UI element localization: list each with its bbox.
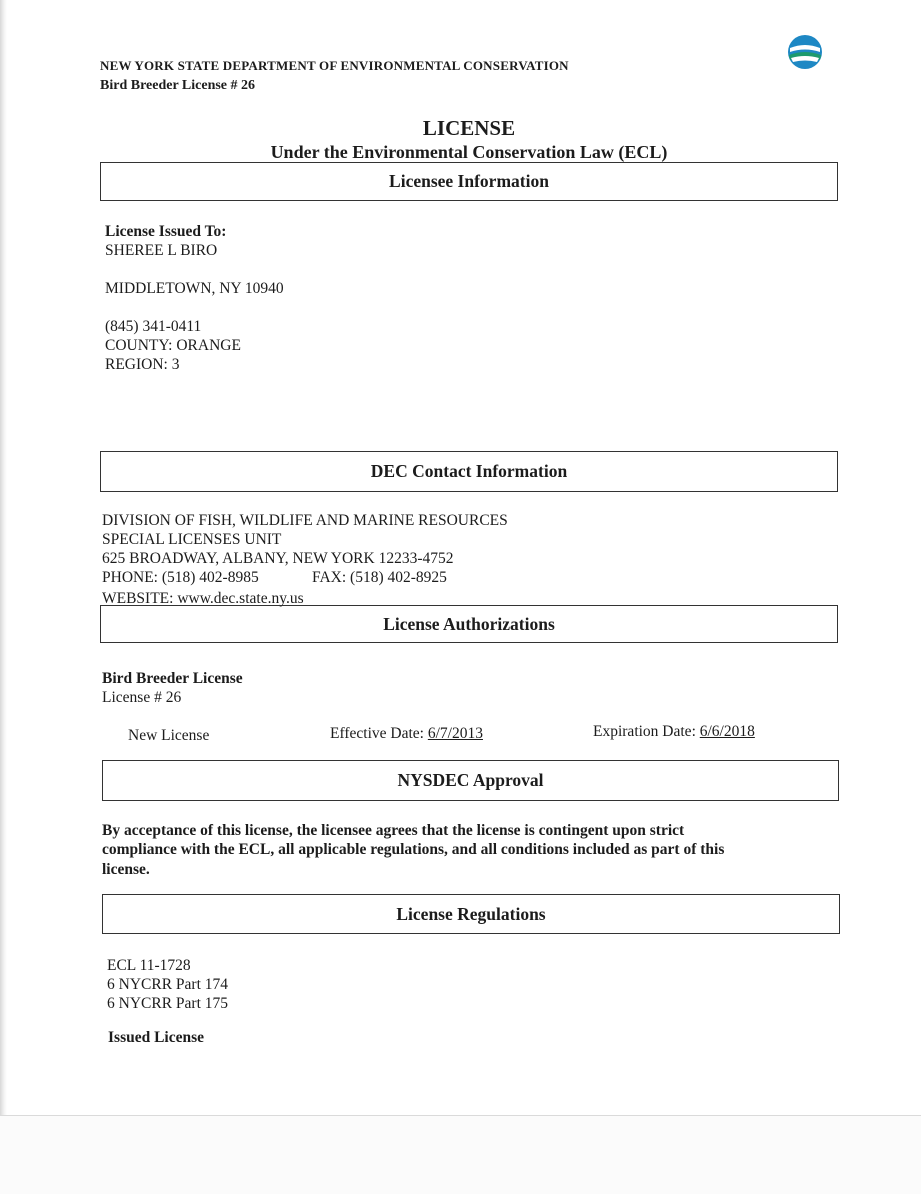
- licensee-city: MIDDLETOWN, NY 10940: [105, 280, 284, 297]
- scan-edge: [0, 0, 7, 1193]
- section-title-dec-contact: DEC Contact Information: [370, 461, 568, 481]
- page-subtitle: Under the Environmental Conservation Law (ECL): [270, 142, 668, 162]
- effective-date-label: Effective Date:: [330, 725, 424, 742]
- section-header-dec-contact: [100, 451, 838, 492]
- license-number: License # 26: [102, 689, 182, 706]
- issued-to-label: License Issued To:: [105, 223, 227, 240]
- section-header-authorizations: [100, 605, 838, 643]
- dec-address: 625 BROADWAY, ALBANY, NEW YORK 12233-4752: [102, 550, 454, 567]
- licensee-name: SHEREE L BIRO: [105, 242, 218, 259]
- expiration-date-label: Expiration Date:: [593, 723, 696, 740]
- section-header-approval: [102, 760, 839, 801]
- section-title-authorizations: License Authorizations: [383, 613, 555, 634]
- expiration-date-value: 6/6/2018: [699, 723, 755, 740]
- approval-text-line1: By acceptance of this license, the licensee agrees that the license is contingent upon strict: [102, 822, 685, 839]
- licensee-phone: (845) 341-0411: [105, 318, 202, 335]
- section-header-regulations: [102, 894, 840, 934]
- licensee-region: REGION: 3: [105, 356, 180, 373]
- license-reference: Bird Breeder License # 26: [100, 78, 256, 93]
- section-header-licensee: [100, 162, 838, 201]
- section-title-regulations: License Regulations: [396, 903, 546, 924]
- effective-date-value: 6/7/2013: [427, 725, 483, 742]
- dec-unit: SPECIAL LICENSES UNIT: [102, 531, 282, 548]
- approval-text-line2: compliance with the ECL, all applicable regulations, and all conditions included as part of this: [102, 841, 725, 858]
- license-status: New License: [128, 727, 210, 744]
- effective-date-group: [330, 724, 483, 743]
- issued-license-label: Issued License: [108, 1029, 205, 1046]
- dec-website: WEBSITE: www.dec.state.ny.us: [102, 590, 304, 607]
- regulation-item: ECL 11-1728: [107, 957, 191, 974]
- license-type: Bird Breeder License: [102, 670, 243, 687]
- page-title: LICENSE: [422, 116, 516, 140]
- agency-name: NEW YORK STATE DEPARTMENT OF ENVIRONMENTAL CONSERVATION: [100, 58, 569, 73]
- section-title-approval: NYSDEC Approval: [397, 770, 544, 790]
- scan-bottom-edge: [0, 1115, 921, 1194]
- licensee-county: COUNTY: ORANGE: [105, 337, 241, 354]
- nysdec-logo-icon: [787, 34, 823, 70]
- regulation-item: 6 NYCRR Part 174: [107, 976, 228, 993]
- approval-text-line3: license.: [102, 861, 150, 878]
- expiration-date-group: [593, 722, 755, 741]
- dec-phone: PHONE: (518) 402-8985: [102, 569, 259, 586]
- regulation-item: 6 NYCRR Part 175: [107, 995, 228, 1012]
- dec-fax: FAX: (518) 402-8925: [312, 569, 447, 586]
- section-title-licensee: Licensee Information: [389, 171, 549, 191]
- dec-division: DIVISION OF FISH, WILDLIFE AND MARINE RESOURCES: [102, 512, 508, 529]
